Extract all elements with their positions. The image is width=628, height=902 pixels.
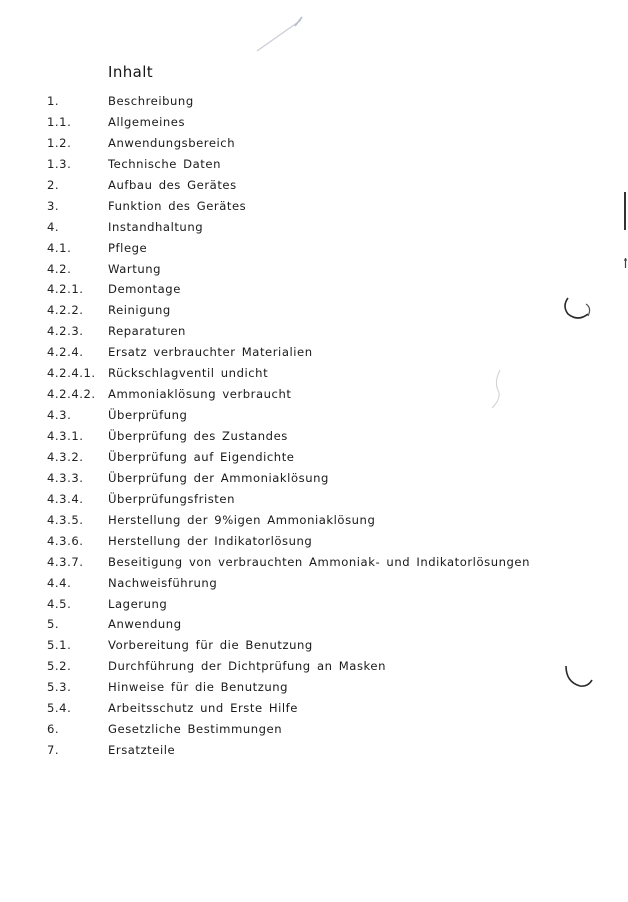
toc-entry [0,342,628,363]
toc-label: Durchführung der Dichtprüfung an Masken [108,659,386,674]
toc-number: 4.2.4.2. [47,387,96,402]
toc-entry [0,573,628,594]
scan-pencil-stroke [255,14,305,54]
toc-label: Ersatzteile [108,743,176,758]
toc-label: Gesetzliche Bestimmungen [108,722,283,737]
toc-number: 1.2. [47,135,72,150]
toc-label: Nachweisführung [108,575,218,590]
toc-entry [0,363,628,384]
toc-entry [0,719,628,740]
table-of-contents [0,91,628,761]
toc-number: 4.2.3. [47,324,84,339]
toc-label: Anwendungsbereich [108,135,236,150]
toc-number: 5. [47,617,60,632]
toc-number: 6. [47,722,60,737]
toc-number: 4.3.4. [47,491,84,506]
toc-entry [0,635,628,656]
toc-number: 4.3.1. [47,429,84,443]
toc-number: 4.2.2. [47,303,84,318]
toc-label: Ammoniaklösung verbraucht [108,387,292,402]
toc-entry [0,384,628,405]
toc-number: 4.3.2. [47,449,84,464]
toc-label: Instandhaltung [108,219,204,234]
toc-number: 4.2. [47,261,72,276]
toc-number: 4.4. [47,575,72,590]
toc-label: Hinweise für die Benutzung [108,680,289,695]
toc-label: Wartung [108,261,162,276]
toc-number: 4.3.3. [47,470,84,485]
toc-entry [0,133,628,154]
toc-label: Herstellung der 9%igen Ammoniaklösung [108,512,376,527]
toc-label: Überprüfung auf Eigendichte [108,449,295,464]
toc-label: Überprüfungsfristen [108,491,235,506]
toc-entry [0,740,628,761]
toc-label: Anwendung [108,617,182,632]
toc-number: 4.3.5. [47,512,84,527]
toc-number: 5.3. [47,680,72,695]
toc-entry [0,510,628,531]
toc-entry [0,321,628,342]
toc-label: Allgemeines [108,114,186,129]
toc-entry [0,531,628,552]
toc-label: Funktion des Gerätes [108,198,247,213]
toc-entry [0,196,628,217]
toc-number: 4.1. [47,240,72,255]
toc-number: 1.1. [47,114,72,129]
toc-label: Demontage [108,282,181,297]
toc-label: Aufbau des Gerätes [108,177,237,192]
toc-number: 1.3. [47,156,72,171]
toc-label: Arbeitsschutz und Erste Hilfe [108,701,298,716]
toc-label: Lagerung [108,596,168,611]
toc-entry [0,698,628,719]
toc-entry [0,217,628,238]
toc-number: 5.4. [47,701,72,716]
toc-entry [0,405,628,426]
toc-number: 4.2.4. [47,345,84,360]
toc-entry [0,259,628,280]
toc-label: Reinigung [108,303,171,318]
toc-number: 7. [47,743,60,758]
toc-number: 4.5. [47,596,72,611]
toc-label: Vorbereitung für die Benutzung [108,638,313,653]
toc-label: Überprüfung des Zustandes [108,429,288,443]
page-title: Inhalt [108,63,154,81]
toc-entry [0,154,628,175]
toc-label: Überprüfung [108,408,188,423]
toc-number: 4.3.6. [47,533,84,548]
toc-label: Pflege [108,240,148,255]
toc-entry [0,426,628,447]
toc-number: 5.2. [47,659,72,674]
toc-number: 4.2.4.1. [47,366,96,381]
toc-label: Ersatz verbrauchter Materialien [108,345,313,360]
toc-entry [0,279,628,300]
toc-number: 4.3.7. [47,554,84,569]
toc-entry [0,447,628,468]
toc-number: 4.2.1. [47,282,84,297]
toc-entry [0,656,628,677]
toc-entry [0,112,628,133]
toc-label: Reparaturen [108,324,186,339]
toc-label: Beseitigung von verbrauchten Ammoniak- und Indikatorlösungen [108,554,530,569]
toc-number: 1. [47,94,60,108]
toc-entry [0,552,628,573]
toc-label: Technische Daten [108,156,221,171]
toc-entry [0,489,628,510]
toc-entry [0,677,628,698]
toc-entry [0,300,628,321]
toc-label: Herstellung der Indikatorlösung [108,533,313,548]
toc-number: 4. [47,219,60,234]
toc-label: Rückschlagventil undicht [108,366,269,381]
toc-entry [0,91,628,112]
toc-number: 3. [47,198,60,213]
toc-entry [0,468,628,489]
toc-label: Überprüfung der Ammoniaklösung [108,470,329,485]
toc-entry [0,238,628,259]
toc-label: Beschreibung [108,94,194,108]
toc-number: 5.1. [47,638,72,653]
toc-entry [0,175,628,196]
toc-number: 2. [47,177,60,192]
toc-entry [0,614,628,635]
toc-number: 4.3. [47,408,72,423]
toc-entry [0,594,628,615]
